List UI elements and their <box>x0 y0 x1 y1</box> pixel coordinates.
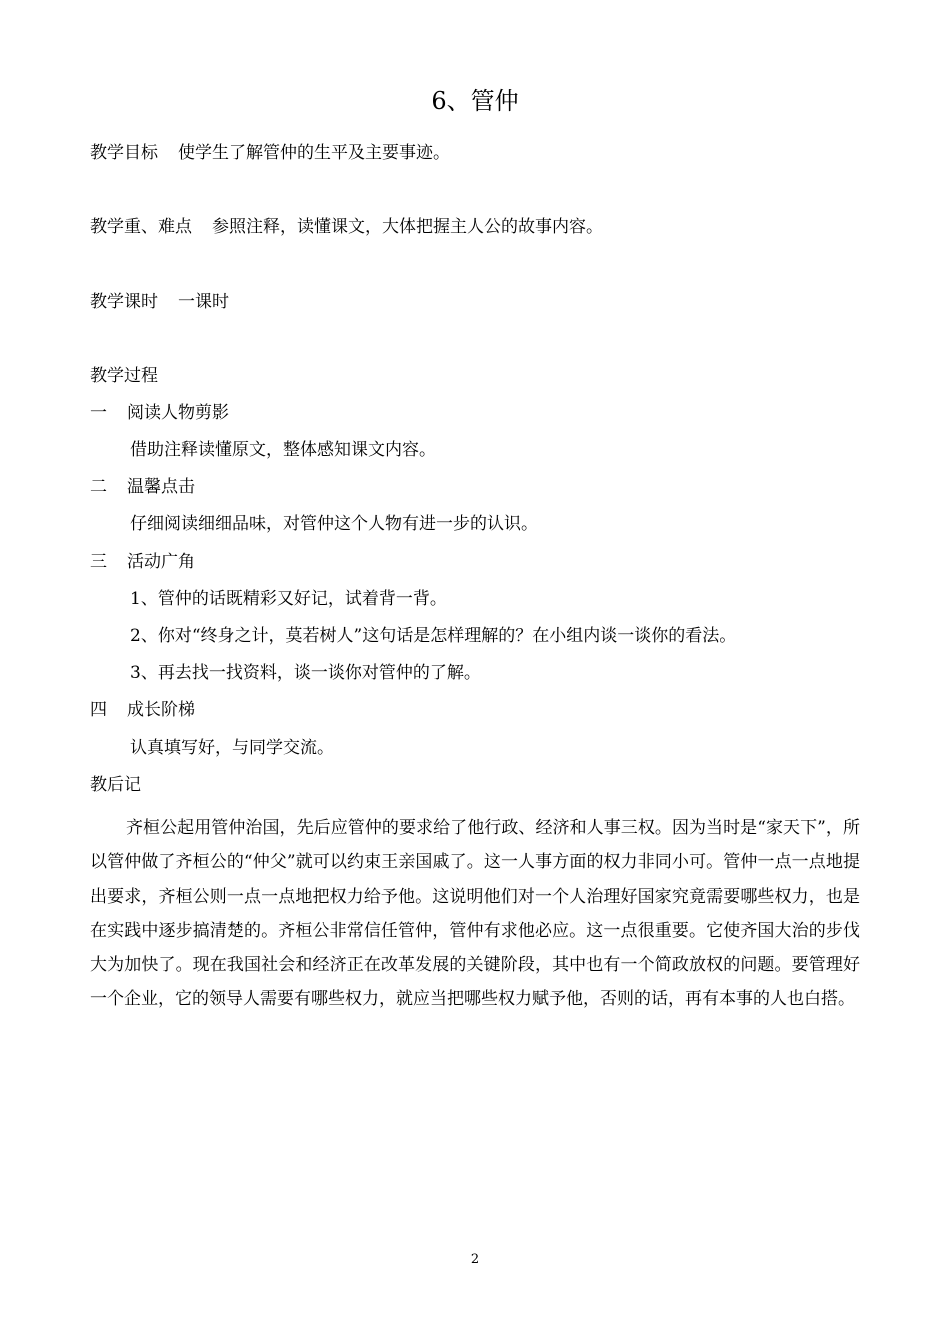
section-item: 2、你对“终身之计，莫若树人”这句话是怎样理解的？在小组内谈一谈你的看法。 <box>130 626 737 646</box>
section-heading-1 <box>90 401 229 425</box>
section-title: 阅读人物剪影 <box>127 403 229 423</box>
section-item: 借助注释读懂原文，整体感知课文内容。 <box>130 440 436 460</box>
teaching-key-points <box>90 215 603 239</box>
section-number: 三 <box>90 552 107 572</box>
page-title: 6、管仲 <box>431 87 519 115</box>
section-item: 3、再去找一找资料，谈一谈你对管仲的了解。 <box>130 663 481 683</box>
section-title: 温馨点击 <box>127 477 195 497</box>
section-title: 活动广角 <box>127 552 195 572</box>
page-number: 2 <box>470 1252 480 1267</box>
section-item: 1、管仲的话既精彩又好记，试着背一背。 <box>130 589 447 609</box>
teaching-goal-label: 教学目标 <box>90 143 158 163</box>
afterword-heading: 教后记 <box>90 775 141 795</box>
section-number: 二 <box>90 477 107 497</box>
key-points-text: 参照注释，读懂课文，大体把握主人公的故事内容。 <box>212 217 603 237</box>
section-number: 四 <box>90 700 107 720</box>
teaching-goal-text: 使学生了解管仲的生平及主要事迹。 <box>178 143 450 163</box>
afterword-paragraph: 齐桓公起用管仲治国，先后应管仲的要求给了他行政、经济和人事三权。因为当时是“家天下”，所以管仲做了齐桓公的“仲父”就可以约束王亲国戚了。这一人事方面的权力非同小可。管仲一点一点地提出要求，齐桓公则一点一点地把权力给予他。这说明他们对一个人治理好国家究竟需要哪些权力，也是在实践中逐步搞清楚的。齐桓公非常信任管仲，管仲有求他必应。这一点很重要。它使齐国大治的步伐大为加快了。现在我国社会和经济正在改革发展的关键阶段，其中也有一个简政放权的问题。要管理好一个企业，它的领导人需要有哪些权力，就应当把哪些权力赋予他，否则的话，再有本事的人也白搭。 <box>90 818 860 1010</box>
section-item: 认真填写好，与同学交流。 <box>130 738 334 758</box>
teaching-hours-label: 教学课时 <box>90 292 158 312</box>
teaching-goal <box>90 141 450 165</box>
section-item: 仔细阅读细细品味，对管仲这个人物有进一步的认识。 <box>130 514 538 534</box>
section-heading-3 <box>90 550 195 574</box>
teaching-hours <box>90 290 229 314</box>
section-heading-2 <box>90 475 195 499</box>
process-heading: 教学过程 <box>90 366 158 386</box>
section-heading-4 <box>90 698 195 722</box>
teaching-hours-text: 一课时 <box>178 292 229 312</box>
section-title: 成长阶梯 <box>127 700 195 720</box>
key-points-label: 教学重、难点 <box>90 217 192 237</box>
section-number: 一 <box>90 403 107 423</box>
